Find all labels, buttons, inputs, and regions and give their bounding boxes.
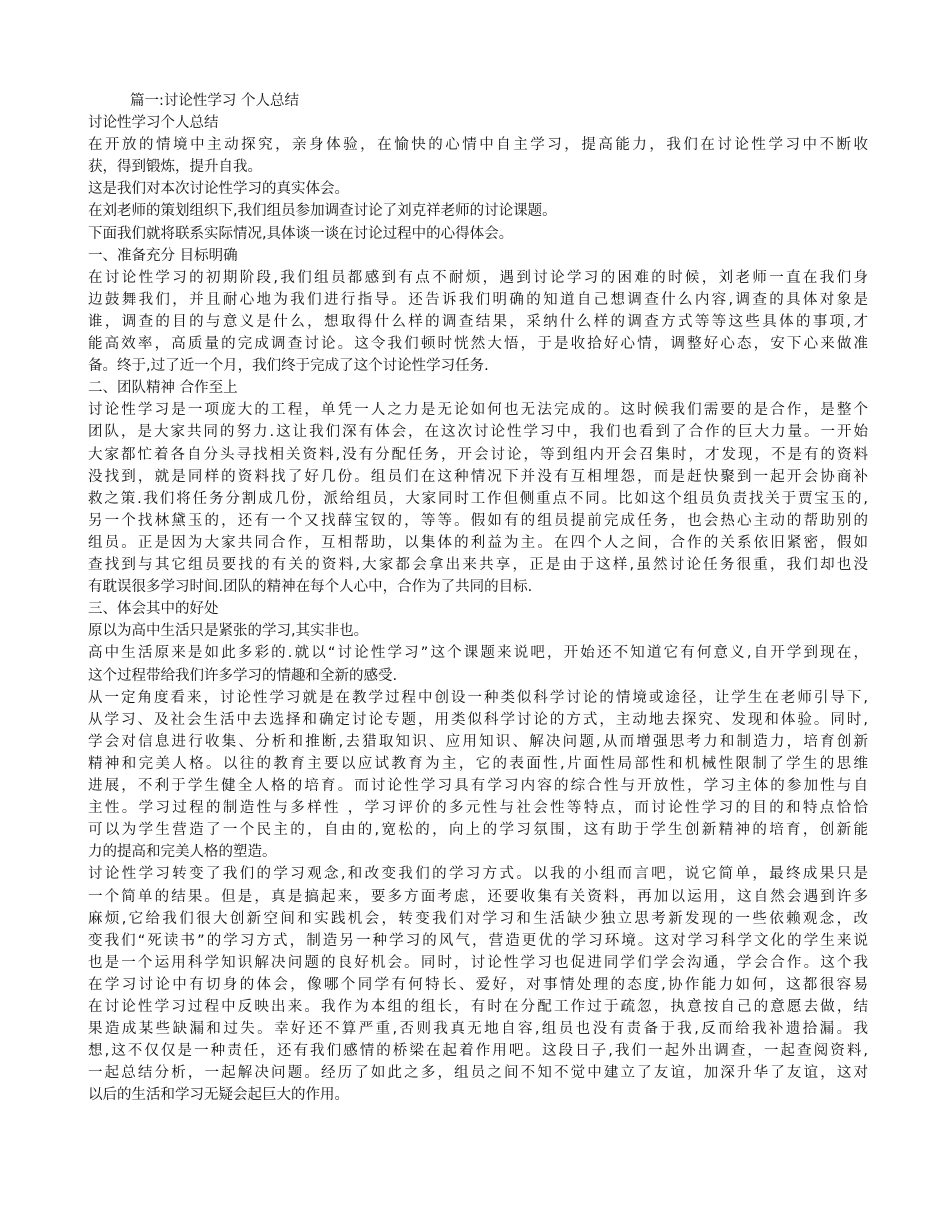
text-line: 在开放的情境中主动探究，亲身体验，在愉快的心情中自主学习，提高能力，我们在讨论性学习中不断收: [88, 137, 868, 153]
text-line: 谁，调查的目的与意义是什么，想取得什么样的调查结果，采纳什么样的调查方式等等这些具体的事项,才: [88, 314, 868, 330]
text-line: 麻烦,它给我们很大创新空间和实践机会，转变我们对学习和生活缺少独立思考新发现的一些依赖观念，改: [88, 911, 868, 927]
text-line: 团队，是大家共同的努力.这让我们深有体会，在这次讨论性学习中，我们也看到了合作的巨大力量。一开始: [88, 424, 868, 440]
text-line: 果造成某些缺漏和过失。幸好还不算严重,否则我真无地自容,组员也没有责备于我,反而给我补遗拾漏。我: [88, 1021, 868, 1037]
text-line: 一个简单的结果。但是，真是搞起来，要多方面考虑，还要收集有关资料，再加以运用，这自然会遇到许多: [88, 889, 868, 905]
text-line: 组员。正是因为大家共同合作，互相帮助，以集体的利益为主。在四个人之间，合作的关系依旧紧密，假如: [88, 535, 868, 551]
text-line: 下面我们就将联系实际情况,具体谈一谈在讨论过程中的心得体会。: [88, 226, 514, 242]
text-line: 讨论性学习个人总结: [88, 115, 219, 131]
text-line: 一、准备充分 目标明确: [88, 248, 238, 264]
text-line: 能高效率，高质量的完成调查讨论。这令我们顿时恍然大悟，于是收拾好心情，调整好心态，安下心来做准: [88, 336, 868, 352]
text-line: 二、团队精神 合作至上: [88, 380, 238, 396]
text-line: 进展，不利于学生健全人格的培育。而讨论性学习具有学习内容的综合性与开放性，学习主体的参加性与自: [88, 778, 868, 794]
text-line: 讨论性学习转变了我们的学习观念,和改变我们的学习方式。以我的小组而言吧，说它简单，最终成果只是: [88, 866, 868, 882]
text-line: 讨论性学习是一项庞大的工程，单凭一人之力是无论如何也无法完成的。这时候我们需要的是合作，是整个: [88, 402, 868, 418]
text-line: 查找到与其它组员要找的有关的资料,大家都会拿出来共享，正是由于这样,虽然讨论任务很重，我们却也没: [88, 557, 868, 573]
text-line: 边鼓舞我们，并且耐心地为我们进行指导。还告诉我们明确的知道自己想调查什么内容,调查的具体对象是: [88, 292, 868, 308]
text-line: 高中生活原来是如此多彩的.就以“讨论性学习”这个课题来说吧，开始还不知道它有何意义,自开学到现在，: [88, 645, 868, 661]
document-title: 篇一:讨论性学习 个人总结: [130, 93, 299, 109]
text-line: 可以为学生营造了一个民主的，自由的,宽松的，向上的学习氛围，这有助于学生创新精神的培育，创新能: [88, 822, 868, 838]
text-line: 这个过程带给我们许多学习的情趣和全新的感受.: [88, 668, 398, 684]
text-line: 三、体会其中的好处: [88, 601, 219, 617]
text-line: 以后的生活和学习无疑会起巨大的作用。: [88, 1087, 349, 1103]
text-line: 从一定角度看来，讨论性学习就是在教学过程中创设一种类似科学讨论的情境或途径，让学生在老师引导下,: [88, 690, 868, 706]
text-line: 原以为高中生活只是紧张的学习,其实非也。: [88, 623, 369, 639]
text-line: 也是一个运用科学知识解决问题的良好机会。同时，讨论性学习也促进同学们学会沟通，学会合作。这个我: [88, 955, 868, 971]
text-line: 有耽误很多学习时间.团队的精神在每个人心中，合作为了共同的目标.: [88, 579, 533, 595]
text-line: 救之策.我们将任务分割成几份，派给组员，大家同时工作但侧重点不同。比如这个组员负责找关于贾宝玉的,: [88, 491, 868, 507]
text-line: 在学习讨论中有切身的体会，像哪个同学有何特长、爱好，对事情处理的态度,协作能力如何，这都很容易: [88, 977, 868, 993]
text-line: 想,这不仅仅是一种责任，还有我们感情的桥梁在起着作用吧。这段日子,我们一起外出调查，一起查阅资料,: [88, 1043, 868, 1059]
text-line: 另一个找林黛玉的，还有一个又找薛宝钗的，等等。假如有的组员提前完成任务，也会热心主动的帮助别的: [88, 513, 868, 529]
text-line: 在刘老师的策划组织下,我们组员参加调查讨论了刘克祥老师的讨论课题。: [88, 203, 557, 219]
text-line: 备。终于,过了近一个月，我们终于完成了这个讨论性学习任务.: [88, 358, 489, 374]
text-line: 没找到，就是同样的资料找了好几份。组员们在这种情况下并没有互相埋怨，而是赶快聚到一起开会协商补: [88, 469, 868, 485]
text-line: 一起总结分析，一起解决问题。经历了如此之多，组员之间不知不觉中建立了友谊，加深升华了友谊，这对: [88, 1065, 868, 1081]
text-line: 精神和完美人格。以往的教育主要以应试教育为主，它的表面性,片面性局部性和机械性限制了学生的思维: [88, 756, 868, 772]
text-line: 变我们“死读书”的学习方式，制造另一种学习的风气，营造更优的学习环境。这对学习科学文化的学生来说: [88, 933, 868, 949]
text-line: 在讨论性学习的初期阶段,我们组员都感到有点不耐烦，遇到讨论学习的困难的时候，刘老师一直在我们身: [88, 270, 868, 286]
text-line: 这是我们对本次讨论性学习的真实体会。: [88, 181, 349, 197]
text-line: 在讨论性学习过程中反映出来。我作为本组的组长，有时在分配工作过于疏忽，执意按自己的意愿去做，结: [88, 999, 868, 1015]
text-line: 大家都忙着各自分头寻找相关资料,没有分配任务，开会讨论，等到组内开会召集时，才发现，不是有的资料: [88, 447, 868, 463]
text-line: 从学习、及社会生活中去选择和确定讨论专题，用类似科学讨论的方式，主动地去探究、发现和体验。同时,: [88, 712, 868, 728]
text-line: 力的提高和完美人格的塑造。: [88, 844, 277, 860]
text-line: 主性。学习过程的制造性与多样性 ，学习评价的多元性与社会性等特点，而讨论性学习的目的和特点恰恰: [88, 800, 868, 816]
text-line: 获，得到锻炼，提升自我。: [88, 159, 262, 175]
text-line: 学会对信息进行收集、分析和推断,去猎取知识、应用知识、解决问题,从而增强思考力和制造力，培育创新: [88, 734, 868, 750]
